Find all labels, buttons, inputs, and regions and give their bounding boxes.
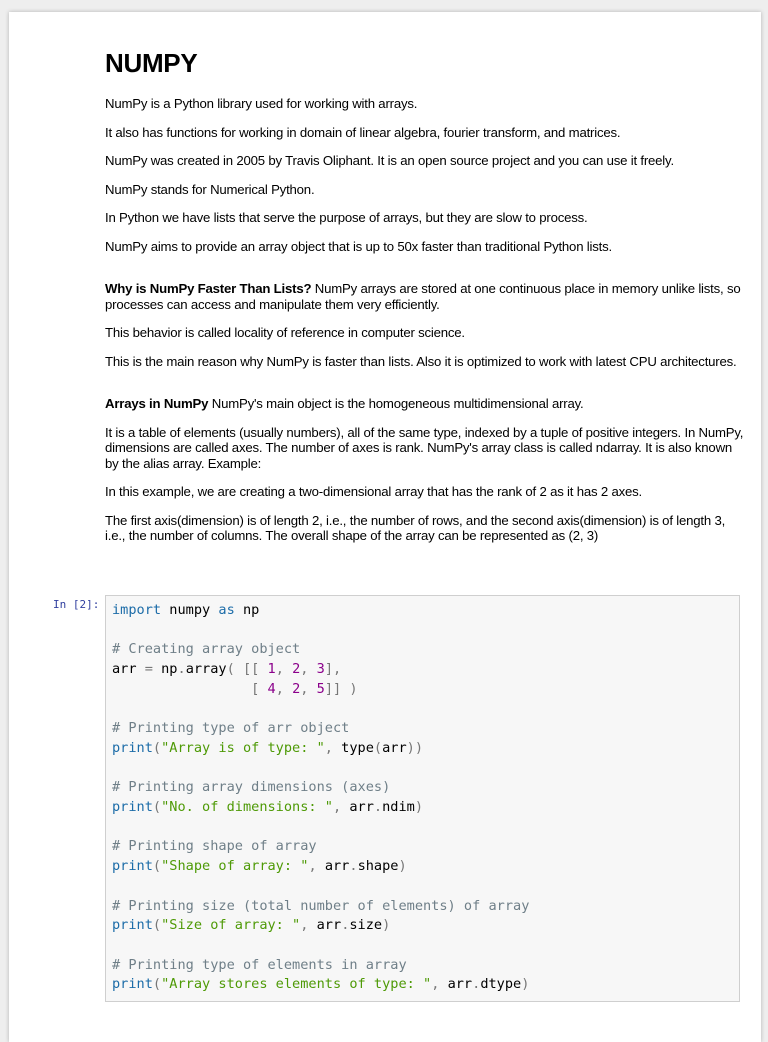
code-indent [112,681,251,697]
why-paragraph [105,281,745,312]
code-text: ndim [382,799,415,816]
code-number: 2 [292,661,301,678]
code-text: arr [349,799,374,816]
code-text: array [185,661,227,678]
code-operator: ( [373,739,383,756]
code-operator: ) [414,799,424,816]
code-operator: . [349,858,358,875]
code-number: 5 [316,680,325,697]
code-comment: # Printing type of elements in array [112,956,407,973]
code-text: dtype [480,976,522,993]
code-operator: , [324,739,342,756]
code-operator: ( [152,799,162,816]
code-text: np [152,661,178,678]
code-text: arr [112,661,145,678]
arrays-paragraph-3: In this example, we are creating a two-dimensional array that has the rank of 2 as it has 2 axes. [105,484,642,499]
code-text: arr [324,858,350,875]
code-text: shape [357,858,399,875]
code-builtin: print [112,739,153,756]
code-operator: )) [406,739,424,756]
cell-prompt: In [2]: [53,598,100,611]
code-keyword: as [218,602,235,618]
code-operator: . [373,799,383,816]
code-operator: . [472,976,481,993]
intro-paragraph-3: NumPy was created in 2005 by Travis Oliphant. It is an open source project and you can use it freely. [105,153,674,168]
code-operator: . [177,661,186,678]
why-text: NumPy arrays are stored at one continuous place in memory unlike lists, so processes can access and manipulate them very efficiently. [105,281,741,312]
code-operator: ) [398,858,407,875]
code-string: "Array stores elements of type: " [161,976,432,993]
code-string: "Size of array: " [161,917,301,934]
code-string: "No. of dimensions: " [161,799,333,816]
code-text: arr [447,976,473,993]
intro-paragraph-5: In Python we have lists that serve the purpose of arrays, but they are slow to process. [105,210,588,225]
code-builtin: print [112,799,153,816]
code-string: "Shape of array: " [161,858,309,875]
code-builtin: print [112,917,153,934]
why-paragraph-2: This behavior is called locality of reference in computer science. [105,325,465,340]
code-number: 4 [267,680,276,697]
code-operator: = [144,661,153,678]
code-operator: , [431,976,448,993]
code-number: 1 [267,661,276,678]
code-operator: ], [324,661,342,678]
intro-paragraph-2: It also has functions for working in domain of linear algebra, fourier transform, and matrices. [105,124,621,140]
code-operator: ( [152,739,162,756]
code-operator: , [275,680,293,697]
code-operator: , [300,680,317,697]
code-operator: , [275,661,293,678]
code-operator: ) [382,917,391,934]
code-operator: [ [251,680,268,697]
code-number: 3 [316,661,325,678]
code-text: arr [316,917,342,934]
code-comment: # Printing array dimensions (axes) [112,779,391,796]
arrays-paragraph [105,396,745,412]
code-operator: ( [152,917,162,934]
code-text: size [349,917,383,934]
code-operator: , [300,661,317,678]
arrays-text: NumPy's main object is the homogeneous multidimensional array. [208,396,584,411]
code-block [106,596,739,995]
code-text: np [234,602,260,618]
page-title: NUMPY [105,48,198,78]
intro-paragraph-6: NumPy aims to provide an array object that is up to 50x faster than traditional Python lists. [105,238,612,254]
code-text: arr [382,739,407,756]
why-paragraph-3: This is the main reason why NumPy is faster than lists. Also it is optimized to work with latest CPU architectures. [105,353,737,369]
code-comment: # Printing type of arr object [112,720,350,737]
code-operator: ]] ) [324,680,358,697]
code-keyword: import [112,602,162,618]
code-operator: ) [521,976,530,993]
code-comment: # Creating array object [112,641,301,658]
code-operator: ( [152,976,162,993]
arrays-paragraph-2: It is a table of elements (usually numbers), all of the same type, indexed by a tuple of positive integers. In NumPy, dimensions are called axes. The number of axes is rank. NumPy's array class is called ndarray. It is also known by the alias array. Example: [105,424,744,471]
code-number: 2 [292,680,301,697]
intro-paragraph-1: NumPy is a Python library used for working with arrays. [105,96,418,111]
code-comment: # Printing shape of array [112,838,317,855]
code-operator: ( [[ [226,661,268,678]
arrays-paragraph-4: The first axis(dimension) is of length 2, i.e., the number of rows, and the second axis(dimension) is of length 3, i.e., the number of columns. The overall shape of the array can be represented as (2, 3) [105,512,726,543]
code-operator: , [308,858,325,875]
code-cell-input[interactable] [105,595,740,1002]
code-text: type [341,739,374,756]
code-text: numpy [161,602,219,618]
intro-paragraph-4: NumPy stands for Numerical Python. [105,181,315,197]
markdown-cell[interactable] [105,48,745,557]
code-operator: ( [152,858,162,875]
code-builtin: print [112,976,153,993]
code-operator: , [300,917,317,934]
arrays-heading: Arrays in NumPy [105,396,209,411]
code-operator: , [332,799,350,816]
why-heading: Why is NumPy Faster Than Lists? [105,281,312,296]
code-comment: # Printing size (total number of elements) of array [112,897,530,914]
code-string: "Array is of type: " [161,739,325,756]
code-builtin: print [112,858,153,875]
code-operator: . [341,917,350,934]
